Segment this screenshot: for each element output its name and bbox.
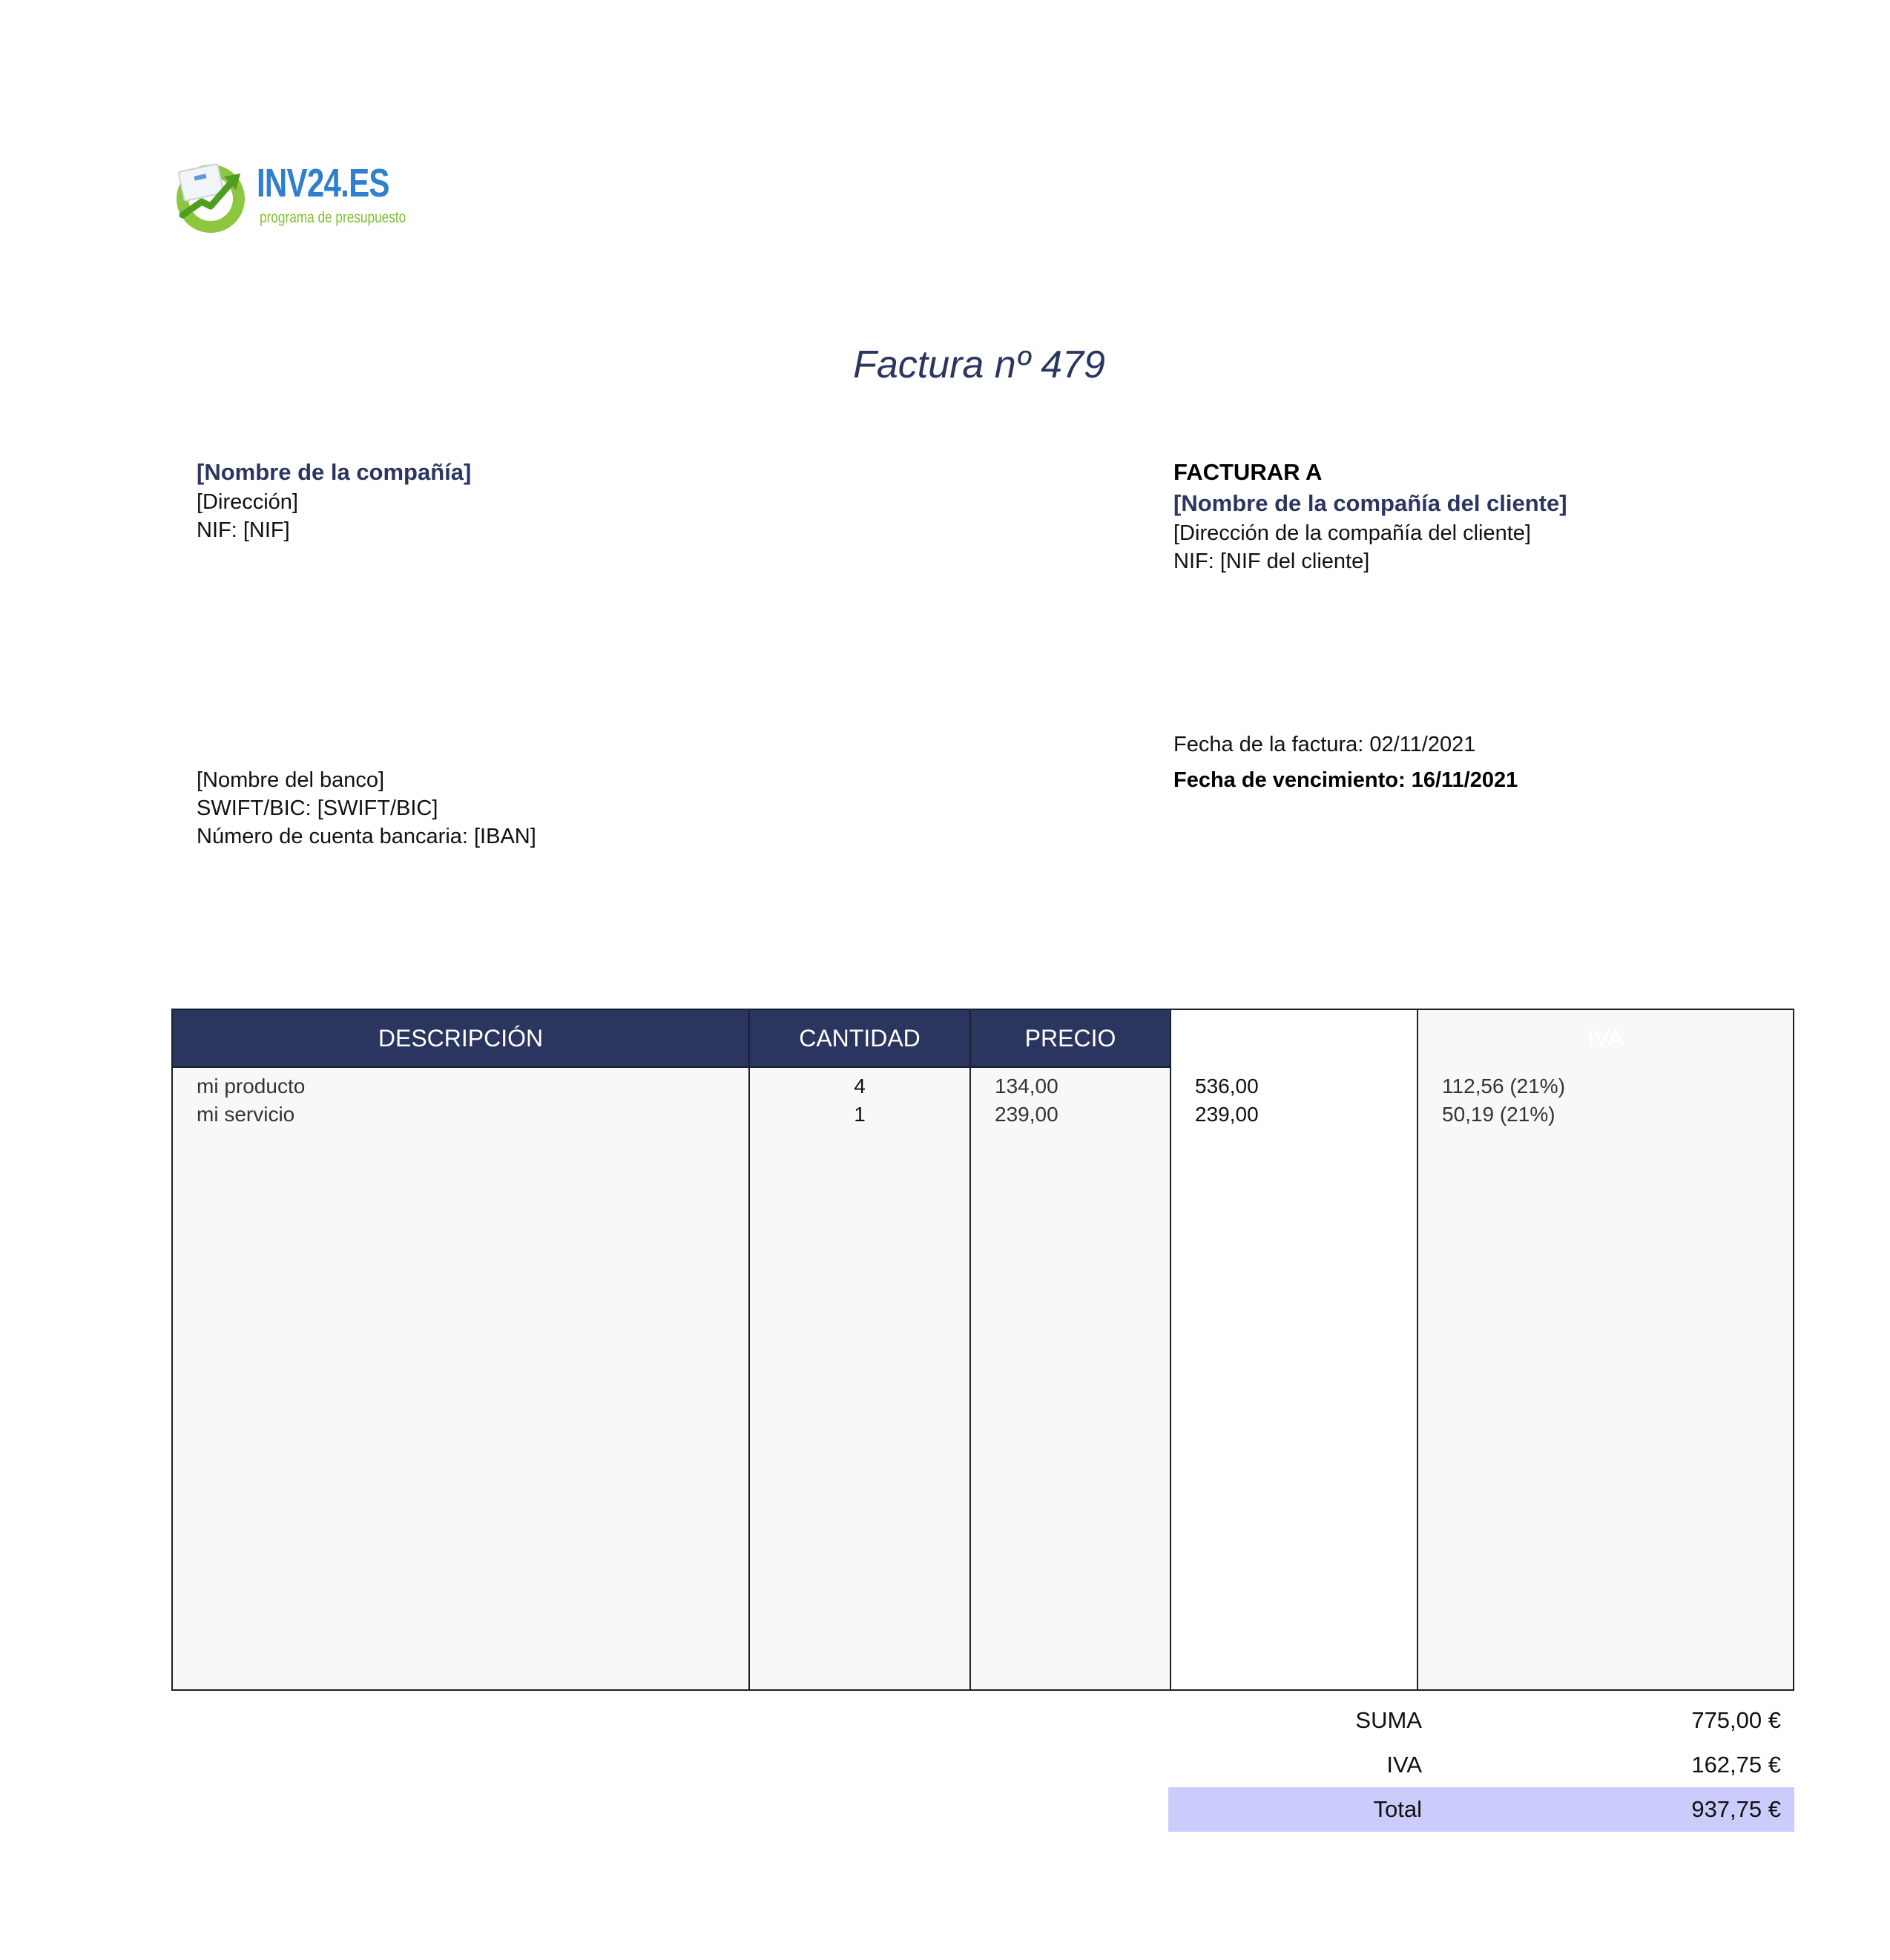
row-1-quantity: 4	[854, 1075, 866, 1098]
logo-badge-icon	[172, 157, 249, 234]
due-date: Fecha de vencimiento: 16/11/2021	[1173, 768, 1518, 792]
row-1-vat: 112,56 (21%)	[1442, 1075, 1566, 1098]
row-2-sum: 239,00	[1195, 1103, 1259, 1126]
bill-to-info	[1173, 457, 1567, 575]
vat-column	[1417, 1010, 1793, 1689]
seller-info	[197, 457, 471, 544]
seller-nif: NIF: [NIF]	[197, 518, 290, 542]
client-company-name: [Nombre de la compañía del cliente]	[1173, 490, 1567, 516]
seller-company-name: [Nombre de la compañía]	[197, 459, 472, 485]
bank-info	[197, 766, 536, 851]
subtotal-row	[1168, 1698, 1794, 1743]
seller-address: [Dirección]	[197, 490, 298, 514]
invoice-title: Factura nº 479	[853, 343, 1105, 386]
logo-title: INV24.ES	[257, 161, 389, 205]
row-1-sum: 536,00	[1195, 1075, 1259, 1098]
grand-total-label: Total	[1373, 1796, 1422, 1822]
row-1-description: mi producto	[197, 1075, 306, 1098]
grand-total-value: 937,75 €	[1691, 1796, 1781, 1822]
client-address: [Dirección de la compañía del cliente]	[1173, 521, 1531, 545]
items-table	[171, 1009, 1794, 1691]
description-header: DESCRIPCIÓN	[378, 1025, 544, 1052]
invoice-date: Fecha de la factura: 02/11/2021	[1173, 733, 1476, 756]
company-logo	[172, 157, 409, 237]
logo-subtitle: programa de presupuesto	[260, 209, 406, 226]
vat-total-row	[1168, 1743, 1794, 1787]
subtotal-value: 775,00 €	[1691, 1707, 1781, 1733]
bank-swift: SWIFT/BIC: [SWIFT/BIC]	[197, 796, 438, 820]
row-2-vat: 50,19 (21%)	[1442, 1103, 1555, 1126]
row-2-price: 239,00	[995, 1103, 1058, 1126]
vat-total-label: IVA	[1386, 1752, 1422, 1778]
totals-block	[1168, 1698, 1794, 1832]
bill-to-heading: FACTURAR A	[1173, 459, 1323, 485]
quantity-column	[748, 1010, 969, 1689]
vat-total-value: 162,75 €	[1691, 1752, 1781, 1778]
subtotal-label: SUMA	[1355, 1707, 1422, 1733]
row-2-description: mi servicio	[197, 1103, 295, 1126]
invoice-dates	[1173, 730, 1518, 794]
vat-header: IVA	[1587, 1025, 1624, 1052]
sum-column	[1170, 1010, 1417, 1689]
description-column	[173, 1010, 748, 1689]
price-header: PRECIO	[1024, 1025, 1116, 1052]
client-nif: NIF: [NIF del cliente]	[1173, 550, 1370, 573]
price-column	[969, 1010, 1170, 1689]
grand-total-row	[1168, 1787, 1794, 1832]
sum-header: SUMA	[1260, 1025, 1328, 1052]
row-1-price: 134,00	[995, 1075, 1058, 1098]
quantity-header: CANTIDAD	[799, 1025, 921, 1052]
bank-name: [Nombre del banco]	[197, 768, 385, 792]
bank-account: Número de cuenta bancaria: [IBAN]	[197, 825, 536, 848]
row-2-quantity: 1	[854, 1103, 866, 1126]
